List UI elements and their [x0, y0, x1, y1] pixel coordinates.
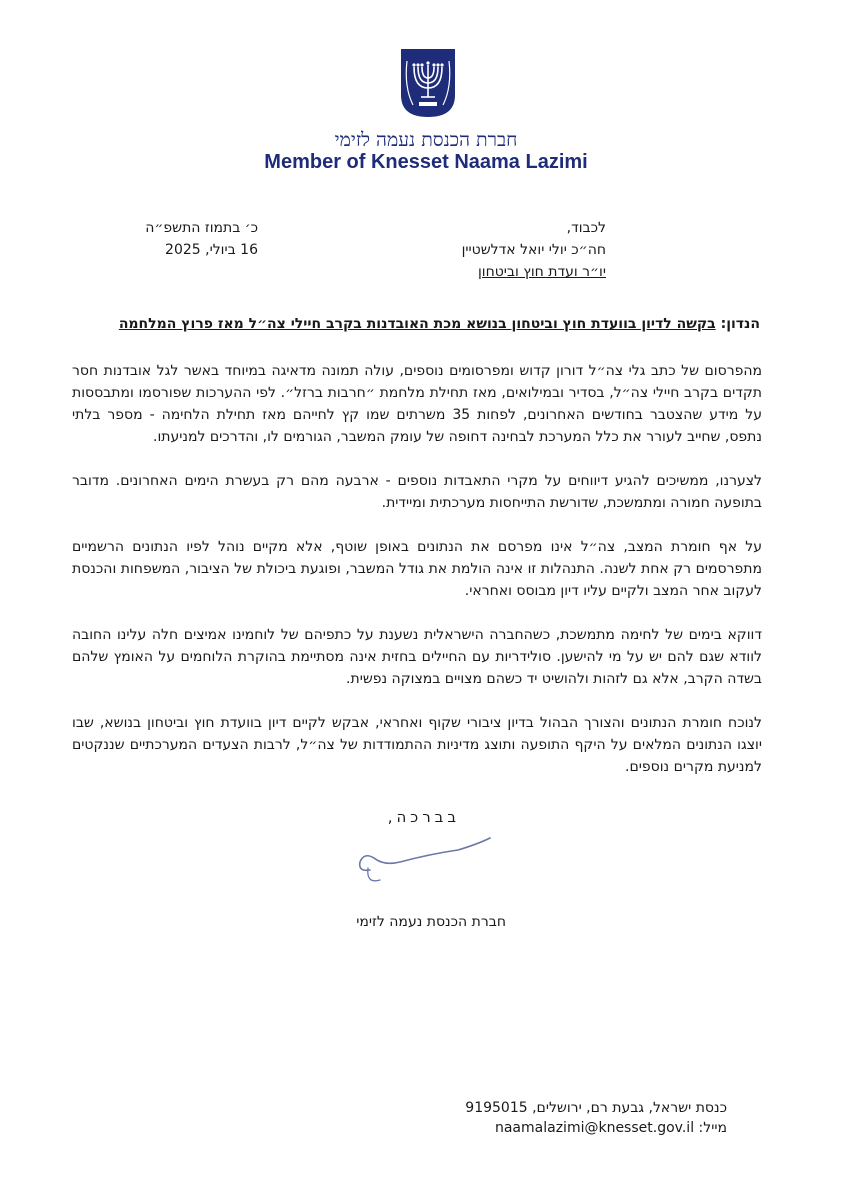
- subject-prefix: הנדון:: [720, 316, 760, 332]
- paragraph: על אף חומרת המצב, צה״ל אינו מפרסם את הנתונים באופן שוטף, אלא מקיים נוהל לפיו הנתונים הרשמיים מתפרסמים רק אחת לשנה. התנהלות זו אינה הולמת את גודל המשבר, ופוגעת ביכולת של הציבור, המשפחות והכנסת לעקוב אחר המצב ולקיים עליו דיון מבוסס ואחראי.: [72, 539, 762, 599]
- signer-name: חברת הכנסת נעמה לזימי: [356, 914, 506, 930]
- email-label: מייל:: [698, 1120, 727, 1136]
- date-gregorian: 16 ביולי, 2025: [165, 242, 258, 258]
- footer-email-line: [407, 1120, 727, 1136]
- date-block: [138, 217, 258, 261]
- recipient-title: יו״ר ועדת חוץ וביטחון: [477, 264, 606, 280]
- knesset-emblem-icon: [399, 47, 457, 119]
- signature-image: [340, 832, 500, 892]
- salutation: לכבוד,: [566, 220, 606, 236]
- paragraph: לנוכח חומרת הנתונים והצורך הבהול בדיון ציבורי שקוף ואחראי, אבקש לקיים דיון בוועדת חוץ וביטחון בנושא, שבו יוצגו הנתונים המלאים על היקף התופעה ותוצג מדיניות ההתמודדות של צה״ל, לרבות הצעדים המערכתיים שננקטים למניעת מקרים נוספים.: [72, 715, 762, 775]
- recipient-name: חה״כ יולי יואל אדלשטיין: [461, 242, 606, 258]
- date-hebrew: כ׳ בתמוז התשפ״ה: [145, 220, 258, 236]
- paragraph: דווקא בימים של לחימה מתמשכת, כשהחברה הישראלית נשענת על כתפיהם של לוחמינו אמיצים חלה עלינו החובה לוודא שגם להם יש על מי להישען. סולידריות עם החיילים בחזית אינה מסתיימת בהוקרת הלוחמים על האומץ שלהם בשדה הקרב, אלא גם לזהות ולהושיט יד כשהם מצויים במצוקה נפשית.: [72, 627, 762, 687]
- letter-body: [72, 360, 762, 800]
- subject-line: [80, 312, 760, 336]
- email-link[interactable]: naamalazimi@knesset.gov.il: [494, 1120, 695, 1136]
- paragraph: לצערנו, ממשיכים להגיע דיווחים על מקרי התאבדות נוספים - ארבעה מהם רק בעשרת הימים האחרונים. מדובר בתופעה חמורה ומתמשכת, שדורשת התייחסות מערכתית ומיידית.: [72, 473, 762, 511]
- subject-text: בקשה לדיון בוועדת חוץ וביטחון בנושא מכת האובדנות בקרב חיילי צה״ל מאז פרוץ המלחמה: [118, 316, 716, 332]
- recipient-block: [346, 217, 606, 283]
- closing: בברכה,: [387, 808, 460, 826]
- mk-name-english: Member of Knesset Naama Lazimi: [264, 151, 588, 173]
- mk-name-hebrew: חברת הכנסת נעמה לזימי: [334, 129, 518, 151]
- paragraph: מהפרסום של כתב גלי צה״ל דורון קדוש ומפרסומים נוספים, עולה תמונה מדאיגה במיוחד באשר לגל אובדנות חסר תקדים בקרב חיילי צה״ל, בסדיר ובמילואים, מאז תחילת מלחמת ״חרבות ברזל״. לפי ההערכות שפורסמו ומתבססות על מידע שהצטבר בחודשים האחרונים, לפחות 35 משרתים שמו קץ לחייהם מאז תחילת הלחימה - מספר בלתי נתפס, שחייב לעורר את כלל המערכת לבחינה דחופה של עומק המשבר, הגורמים לו, והדרכים למניעתו.: [72, 363, 762, 445]
- footer-address: כנסת ישראל, גבעת רם, ירושלים, 9195015: [465, 1100, 727, 1116]
